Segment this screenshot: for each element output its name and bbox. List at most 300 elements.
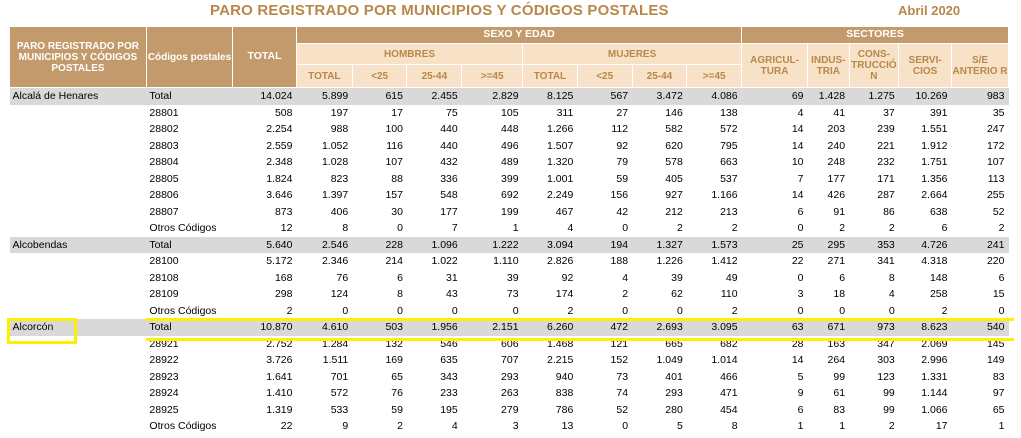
header-mujeres-25-44: 25-44 — [632, 65, 687, 88]
value-cell: 172 — [986, 139, 1005, 152]
value-cell: 76 — [391, 387, 403, 400]
value-cell: 298 — [274, 288, 293, 301]
value-cell: 671 — [808, 319, 850, 336]
value-cell: 105 — [501, 106, 519, 119]
municipio-cell — [10, 171, 147, 188]
value-cell: 295 — [808, 237, 850, 254]
value-cell: 682 — [720, 337, 738, 350]
value-cell: 2.826 — [547, 255, 574, 268]
value-cell: 1.226 — [656, 255, 683, 268]
value-cell: 91 — [833, 205, 846, 218]
report-title: PARO REGISTRADO POR MUNICIPIOS Y CÓDIGOS POSTALES — [210, 2, 669, 19]
value-cell: 0 — [397, 222, 403, 235]
value-cell: 2 — [888, 222, 895, 235]
value-cell: 4.086 — [687, 88, 742, 105]
value-cell: 567 — [577, 88, 632, 105]
value-cell: 3.095 — [687, 319, 742, 336]
codigo-postal-cell: Total — [146, 237, 232, 254]
municipio-cell: Alcalá de Henares — [10, 88, 147, 105]
value-cell: 7 — [451, 222, 458, 235]
value-cell: 0 — [839, 304, 846, 317]
codigo-postal-cell: 28109 — [149, 288, 179, 301]
value-cell: 35 — [992, 106, 1005, 119]
value-cell: 146 — [665, 106, 683, 119]
value-cell: 221 — [877, 139, 895, 152]
value-cell: 25 — [742, 237, 808, 254]
value-cell: 2.254 — [266, 123, 293, 136]
value-cell: 440 — [440, 139, 458, 152]
value-cell: 823 — [330, 172, 349, 185]
header-hombres-total: TOTAL — [296, 65, 352, 88]
value-cell: 1 — [797, 420, 804, 433]
value-cell: 88 — [391, 172, 403, 185]
header-hombres-25-44: 25-44 — [407, 65, 462, 88]
value-cell: 62 — [671, 288, 683, 301]
value-cell: 1.319 — [266, 403, 293, 416]
value-cell: 293 — [665, 387, 683, 400]
municipio-cell — [10, 286, 147, 303]
value-cell: 1 — [512, 222, 519, 235]
value-cell: 13 — [561, 420, 574, 433]
value-cell: 116 — [386, 139, 403, 152]
table-row — [10, 105, 1009, 122]
value-cell: 1 — [839, 420, 846, 433]
value-cell: 489 — [501, 156, 519, 169]
value-cell: 59 — [391, 403, 403, 416]
value-cell: 406 — [330, 205, 349, 218]
value-cell: 1.551 — [921, 123, 948, 136]
value-cell: 3.726 — [266, 354, 293, 367]
value-cell: 6 — [397, 271, 403, 284]
municipio-cell — [10, 138, 147, 155]
value-cell: 197 — [330, 106, 349, 119]
value-cell: 508 — [274, 106, 293, 119]
value-cell: 83 — [833, 403, 846, 416]
municipio-cell — [10, 336, 147, 353]
table-row — [10, 220, 1009, 237]
value-cell: 2 — [998, 222, 1005, 235]
value-cell: 2 — [622, 288, 629, 301]
value-cell: 4 — [622, 271, 629, 284]
value-cell: 983 — [952, 88, 1009, 105]
value-cell: 110 — [720, 288, 738, 301]
value-cell: 665 — [665, 337, 683, 350]
value-cell: 132 — [385, 337, 403, 350]
value-cell: 1.110 — [493, 255, 519, 268]
value-cell: 1.049 — [656, 354, 683, 367]
value-cell: 22 — [280, 420, 293, 433]
value-cell: 2.215 — [547, 354, 574, 367]
value-cell: 471 — [720, 387, 738, 400]
codigo-postal-cell: 28805 — [149, 172, 179, 185]
value-cell: 107 — [986, 156, 1005, 169]
value-cell: 123 — [877, 370, 895, 383]
value-cell: 401 — [665, 370, 683, 383]
value-cell: 0 — [622, 222, 629, 235]
value-cell: 2 — [397, 420, 403, 433]
value-cell: 149 — [986, 354, 1005, 367]
value-cell: 1.066 — [921, 403, 948, 416]
value-cell: 255 — [986, 189, 1005, 202]
value-cell: 287 — [877, 189, 895, 202]
value-cell: 63 — [742, 319, 808, 336]
value-cell: 188 — [610, 255, 629, 268]
value-cell: 0 — [797, 222, 804, 235]
value-cell: 75 — [446, 106, 458, 119]
value-cell: 1 — [998, 420, 1005, 433]
value-cell: 311 — [556, 106, 574, 119]
value-cell: 212 — [665, 205, 683, 218]
value-cell: 2 — [731, 222, 738, 235]
value-cell: 228 — [352, 237, 407, 254]
value-cell: 1.412 — [711, 255, 738, 268]
value-cell: 503 — [352, 319, 407, 336]
value-cell: 52 — [616, 403, 629, 416]
value-cell: 14 — [791, 189, 804, 202]
value-cell: 572 — [720, 123, 738, 136]
value-cell: 99 — [883, 403, 895, 416]
value-cell: 582 — [665, 123, 683, 136]
value-cell: 635 — [440, 354, 458, 367]
value-cell: 2.348 — [266, 156, 293, 169]
value-cell: 10.870 — [233, 319, 297, 336]
value-cell: 279 — [501, 403, 519, 416]
value-cell: 1.410 — [266, 387, 293, 400]
value-cell: 2.151 — [462, 319, 523, 336]
value-cell: 220 — [986, 255, 1005, 268]
value-cell: 2.346 — [321, 255, 349, 268]
value-cell: 540 — [952, 319, 1009, 336]
table-row — [10, 369, 1009, 386]
value-cell: 214 — [385, 255, 403, 268]
value-cell: 4 — [888, 288, 895, 301]
header-total: TOTAL — [233, 27, 297, 88]
codigo-postal-cell: Total — [146, 88, 232, 105]
value-cell: 39 — [671, 271, 683, 284]
value-cell: 174 — [555, 288, 574, 301]
table-row — [10, 253, 1009, 270]
value-cell: 795 — [720, 139, 738, 152]
value-cell: 1.222 — [462, 237, 523, 254]
codigo-postal-cell: Total — [146, 319, 232, 336]
value-cell: 546 — [440, 337, 458, 350]
table-row — [10, 154, 1009, 171]
value-cell: 41 — [833, 106, 846, 119]
value-cell: 241 — [952, 237, 1009, 254]
value-cell: 156 — [610, 189, 629, 202]
value-cell: 112 — [611, 123, 629, 136]
value-cell: 615 — [352, 88, 407, 105]
municipio-cell — [10, 369, 147, 386]
value-cell: 99 — [833, 370, 846, 383]
codigo-postal-cell: Otros Códigos — [149, 304, 217, 317]
value-cell: 399 — [501, 172, 519, 185]
codigo-postal-cell: 28807 — [149, 205, 179, 218]
value-cell: 1.014 — [711, 354, 738, 367]
value-cell: 39 — [506, 271, 519, 284]
value-cell: 0 — [998, 304, 1005, 317]
value-cell: 3 — [797, 288, 804, 301]
value-cell: 4 — [451, 420, 458, 433]
header-hombres: HOMBRES — [296, 44, 522, 65]
value-cell: 6 — [941, 222, 948, 235]
value-cell: 9 — [797, 387, 804, 400]
value-cell: 69 — [742, 88, 808, 105]
value-cell: 17 — [935, 420, 948, 433]
value-cell: 157 — [385, 189, 403, 202]
value-cell: 2.546 — [296, 237, 352, 254]
value-cell: 168 — [274, 271, 293, 284]
value-cell: 14 — [791, 139, 804, 152]
value-cell: 1.052 — [321, 139, 349, 152]
value-cell: 86 — [883, 205, 895, 218]
value-cell: 247 — [986, 123, 1005, 136]
value-cell: 1.320 — [547, 156, 574, 169]
value-cell: 10 — [791, 156, 804, 169]
header-mujeres-ge45: >=45 — [687, 65, 742, 88]
value-cell: 6 — [797, 205, 804, 218]
value-cell: 1.912 — [921, 139, 948, 152]
value-cell: 0 — [888, 304, 895, 317]
table-header — [10, 27, 1009, 88]
value-cell: 786 — [555, 403, 574, 416]
value-cell: 940 — [555, 370, 574, 383]
value-cell: 4.726 — [899, 237, 952, 254]
header-servicios: SERVI-CIOS — [899, 44, 952, 88]
header-hombres-ge45: >=45 — [462, 65, 523, 88]
value-cell: 124 — [330, 288, 349, 301]
municipio-cell — [10, 402, 147, 419]
codigo-postal-cell: 28803 — [149, 139, 179, 152]
value-cell: 2.664 — [921, 189, 948, 202]
value-cell: 692 — [501, 189, 519, 202]
value-cell: 1.824 — [266, 172, 293, 185]
municipio-cell — [10, 105, 147, 122]
codigo-postal-cell: 28924 — [149, 387, 179, 400]
table-row — [10, 303, 1009, 320]
value-cell: 171 — [877, 172, 895, 185]
value-cell: 49 — [725, 271, 738, 284]
value-cell: 1.331 — [921, 370, 948, 383]
value-cell: 1.356 — [921, 172, 948, 185]
value-cell: 37 — [883, 106, 895, 119]
value-cell: 973 — [849, 319, 899, 336]
value-cell: 258 — [929, 288, 948, 301]
header-industria: INDUS-TRIA — [808, 44, 850, 88]
value-cell: 2.829 — [462, 88, 523, 105]
value-cell: 1.166 — [711, 189, 738, 202]
value-cell: 92 — [561, 271, 574, 284]
value-cell: 1.511 — [322, 354, 349, 367]
value-cell: 59 — [616, 172, 629, 185]
value-cell: 663 — [720, 156, 738, 169]
value-cell: 1.284 — [321, 337, 349, 350]
value-cell: 107 — [385, 156, 403, 169]
municipio-cell — [10, 303, 147, 320]
codigo-postal-cell: 28100 — [149, 255, 179, 268]
value-cell: 2.996 — [921, 354, 948, 367]
header-construccion: CONS-TRUCCIÓ N — [849, 44, 899, 88]
codigo-postal-cell: 28802 — [149, 123, 179, 136]
value-cell: 1.028 — [321, 156, 349, 169]
value-cell: 838 — [555, 387, 574, 400]
value-cell: 163 — [827, 337, 846, 350]
value-cell: 1.096 — [407, 237, 462, 254]
unemployment-table — [9, 26, 1009, 435]
value-cell: 353 — [849, 237, 899, 254]
value-cell: 8 — [888, 271, 895, 284]
table-row — [10, 270, 1009, 287]
value-cell: 199 — [501, 205, 519, 218]
value-cell: 65 — [391, 370, 403, 383]
value-cell: 6 — [839, 271, 846, 284]
value-cell: 2 — [941, 304, 948, 317]
value-cell: 6.260 — [523, 319, 578, 336]
table-row — [10, 138, 1009, 155]
value-cell: 148 — [929, 271, 948, 284]
municipio-cell — [10, 352, 147, 369]
report-header — [0, 0, 1021, 20]
table-row — [10, 187, 1009, 204]
value-cell: 121 — [610, 337, 629, 350]
header-codigos-postales: Códigos postales — [146, 27, 232, 88]
value-cell: 76 — [336, 271, 349, 284]
value-cell: 7 — [797, 172, 804, 185]
value-cell: 14 — [791, 354, 804, 367]
value-cell: 203 — [827, 123, 846, 136]
value-cell: 22 — [791, 255, 804, 268]
value-cell: 1.641 — [266, 370, 293, 383]
value-cell: 347 — [877, 337, 895, 350]
value-cell: 30 — [391, 205, 403, 218]
value-cell: 195 — [440, 403, 458, 416]
value-cell: 65 — [992, 403, 1005, 416]
header-mujeres: MUJERES — [523, 44, 742, 65]
value-cell: 100 — [385, 123, 403, 136]
table-body — [10, 88, 1009, 435]
value-cell: 177 — [827, 172, 846, 185]
value-cell: 8 — [397, 288, 403, 301]
value-cell: 5.899 — [296, 88, 352, 105]
value-cell: 466 — [720, 370, 738, 383]
value-cell: 4 — [567, 222, 574, 235]
value-cell: 2.559 — [266, 139, 293, 152]
value-cell: 1.266 — [547, 123, 574, 136]
value-cell: 1.507 — [547, 139, 574, 152]
table-row-total — [10, 319, 1009, 336]
value-cell: 336 — [440, 172, 458, 185]
value-cell: 8.125 — [523, 88, 578, 105]
value-cell: 99 — [883, 387, 895, 400]
value-cell: 2 — [839, 222, 846, 235]
table-row-total — [10, 88, 1009, 105]
municipio-cell — [10, 154, 147, 171]
value-cell: 341 — [877, 255, 895, 268]
municipio-cell — [10, 270, 147, 287]
value-cell: 17 — [391, 106, 403, 119]
value-cell: 15 — [992, 288, 1005, 301]
value-cell: 2.752 — [266, 337, 293, 350]
value-cell: 405 — [665, 172, 683, 185]
header-hombres-lt25: <25 — [352, 65, 407, 88]
value-cell: 2.455 — [407, 88, 462, 105]
value-cell: 1.275 — [849, 88, 899, 105]
value-cell: 454 — [720, 403, 738, 416]
value-cell: 97 — [992, 387, 1005, 400]
value-cell: 27 — [616, 106, 629, 119]
value-cell: 169 — [385, 354, 403, 367]
header-agricultura: AGRICUL-TURA — [742, 44, 808, 88]
value-cell: 1.001 — [547, 172, 574, 185]
value-cell: 988 — [330, 123, 349, 136]
table-row — [10, 204, 1009, 221]
value-cell: 79 — [616, 156, 629, 169]
value-cell: 28 — [791, 337, 804, 350]
value-cell: 8 — [731, 420, 738, 433]
value-cell: 2 — [888, 420, 895, 433]
value-cell: 467 — [555, 205, 574, 218]
table-row — [10, 402, 1009, 419]
value-cell: 280 — [665, 403, 683, 416]
municipio-cell — [10, 204, 147, 221]
value-cell: 3.472 — [632, 88, 687, 105]
table-row — [10, 171, 1009, 188]
value-cell: 1.751 — [921, 156, 948, 169]
value-cell: 2.693 — [632, 319, 687, 336]
codigo-postal-cell: 28925 — [149, 403, 179, 416]
municipio-cell: Alcobendas — [10, 237, 147, 254]
codigo-postal-cell: 28921 — [149, 337, 179, 350]
municipio-cell — [10, 187, 147, 204]
value-cell: 271 — [827, 255, 846, 268]
value-cell: 0 — [797, 304, 804, 317]
value-cell: 1.327 — [632, 237, 687, 254]
header-sexo-edad: SEXO Y EDAD — [296, 27, 741, 44]
value-cell: 0 — [451, 304, 458, 317]
value-cell: 606 — [501, 337, 519, 350]
value-cell: 620 — [665, 139, 683, 152]
municipio-cell — [10, 220, 147, 237]
header-se-anterior: S/E ANTERIO R — [952, 44, 1009, 88]
table-row — [10, 385, 1009, 402]
value-cell: 42 — [616, 205, 629, 218]
value-cell: 1.468 — [547, 337, 574, 350]
value-cell: 293 — [501, 370, 519, 383]
value-cell: 6 — [797, 403, 804, 416]
value-cell: 3.094 — [523, 237, 578, 254]
value-cell: 43 — [446, 288, 458, 301]
value-cell: 548 — [440, 189, 458, 202]
table-row-total — [10, 237, 1009, 254]
codigo-postal-cell: 28923 — [149, 370, 179, 383]
value-cell: 873 — [274, 205, 293, 218]
value-cell: 391 — [929, 106, 948, 119]
codigo-postal-cell: 28108 — [149, 271, 179, 284]
value-cell: 533 — [330, 403, 349, 416]
value-cell: 177 — [440, 205, 458, 218]
table-row — [10, 286, 1009, 303]
value-cell: 0 — [622, 304, 629, 317]
value-cell: 5 — [797, 370, 804, 383]
value-cell: 213 — [720, 205, 738, 218]
value-cell: 343 — [440, 370, 458, 383]
value-cell: 440 — [440, 123, 458, 136]
value-cell: 113 — [987, 172, 1005, 185]
table-row — [10, 418, 1009, 435]
value-cell: 0 — [797, 271, 804, 284]
value-cell: 264 — [827, 354, 846, 367]
codigo-postal-cell: 28804 — [149, 156, 179, 169]
